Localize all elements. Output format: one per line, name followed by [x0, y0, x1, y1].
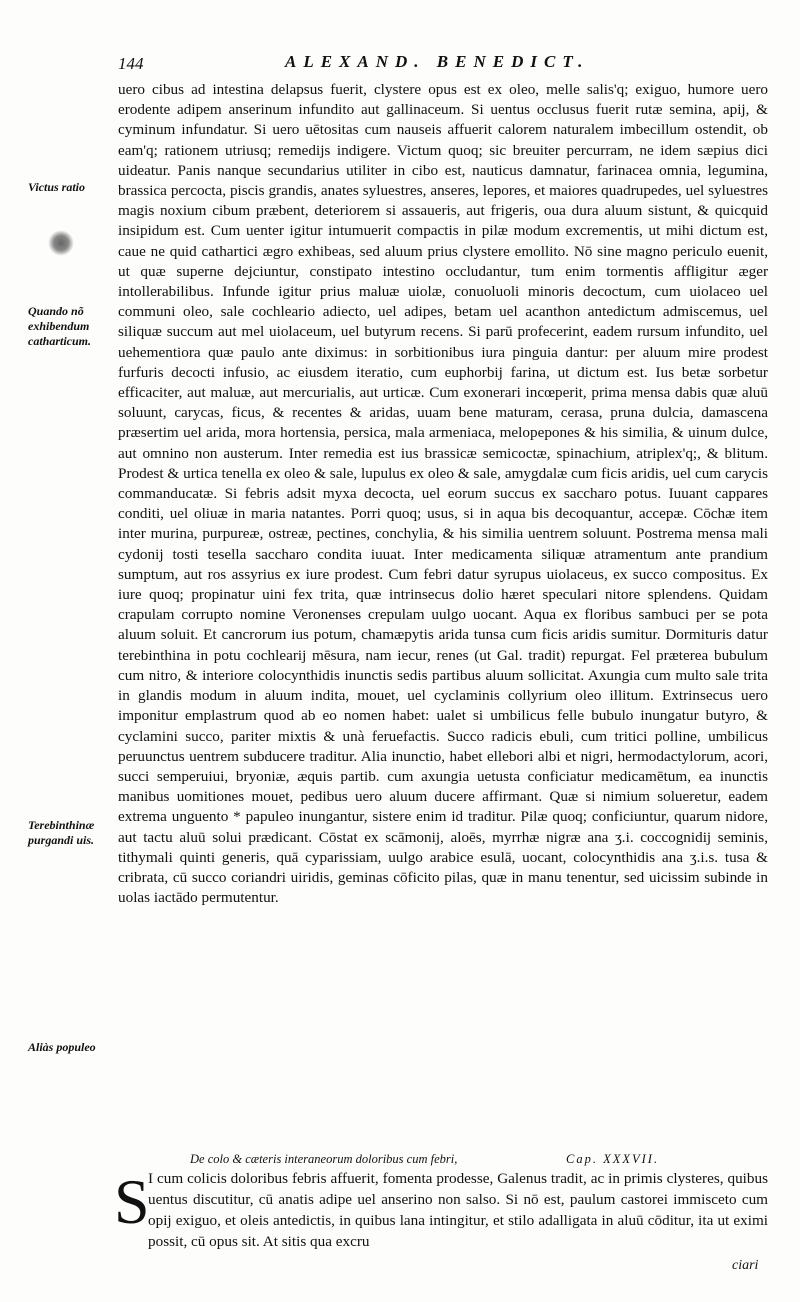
chapter-heading	[190, 1152, 760, 1167]
chapter-number: Cap. XXXVII.	[566, 1152, 660, 1166]
margin-note-cathartic: Quando nõ exhibendum catharticum.	[28, 304, 92, 348]
margin-note-terebinthina: Terebinthinæ purgandi uis.	[28, 818, 95, 847]
main-text-block	[118, 80, 768, 908]
margin-note-populeo: Aliàs populeo	[28, 1040, 96, 1054]
ink-blot	[43, 225, 79, 261]
margin-note-victus: Victus ratio	[28, 180, 86, 194]
chapter-text: I cum colicis doloribus febris affuerit, fomenta prodesse, Galenus tradit, ac in primis clysteres, quibus uentus discutitur, cū anatis adipe uel anserino non salso. Si nō est, paulum castorei immisceto cum opij exiguo, et oleis antedictis, in quibus lana intingitur, et stilo adalligata in aluū cōditur, ita ut eximi possit, cū opus sit. At sitis qua excru	[148, 1170, 768, 1250]
page-number: 144	[118, 54, 144, 73]
drop-capital: S	[114, 1166, 150, 1237]
running-title: ALEXAND. BENEDICT.	[285, 52, 590, 71]
main-paragraph: uero cibus ad intestina delapsus fuerit, clystere opus est ex oleo, melle salis'q; exiguo, humore uero erodente adipem anserinum infundito aut gallinaceum. Si uentus occlusus fuerit rutæ semina, apij, & cyminum infundatur. Si uero uētositas cum nauseis affuerit calorem naturalem imbecillum ostendit, ob eam'q; rationem utriusq; remedijs indigere. Victum quoq; sic breuiter percurram, ne idem sæpius dici uideatur. Panis nanque secundarius utiliter in cibo est, nauticus damnatur, farinacea omnia, legumina, brassica percocta, piscis grandis, anates syluestres, anseres, lepores, et maiores quadrupedes, uel syluestres magis noxium cibum præbent, deteriorem si assaueris, aut frigeris, oua dura aluum sistunt, & quicquid insipidum est. Cum uenter igitur intumuerit compactis in pilæ modum excrementis, ut mihi dictum est, caue ne quid cathartici ægro exhibeas, sed aluum prius clystere emollito. Nō sine magno periculo euenit, ut quæ superne dejciuntur, constipato intestino occludantur, tum enim tormentis affligitur æger intollerabilibus. Infunde igitur prius maluæ uiolæ, conuoluoli minoris decoctum, cum uiolaceo uel communi oleo, sale cochleario adiecto, uel adipes, betam uel acanthon antedictum admiscemus, uel siliquæ succum aut mel uiolaceum, uel butyrum recens. Si parū profecerint, eadem rursum infundito, uel uehementiora quæ paulo ante diximus: in sorbitionibus iura pinguia dantur: per aluum mire prodest furfuris decocti infusio, ac eiusdem iteratio, cum euphorbij farina, ut dictum est. Ius betæ sorbetur efficaciter, aut maluæ, aut mercurialis, aut urticæ. Cum exonerari incœperit, prima mensa dabis quæ aluū soluunt, carycas, ficus, & recentes & aridas, uuam bene maturam, cerasa, pruna dulcia, damascena præsertim uel arida, mora hortensia, persica, mala armeniaca, melopepones & his similia, & uinum dulce, aut omnino non austerum. Inter remedia est ius brassicæ semicoctæ, spinachium, atriplex'q;, & blitum. Prodest & urtica tenella ex oleo & sale, lupulus ex oleo & sale, amygdalæ cum ficis aridis, uel cum carycis commanducatæ. Si febris adsit myxa decocta, uel eorum succus ex saccharo potus. Iuuant cappares conditi, uel oliuæ in maria natantes. Porri quoq; usus, si in aqua bis decoquantur, accepæ. Cōchæ item inter murina, purpureæ, ostreæ, pectines, conchylia, & his similia uentrem soluunt. Postrema mensa mali cydonij tosti tesella saccharo condita iuuat. Inter medicamenta siliquæ atramentum ante prandium sumptum, aut ros assyrius ex iure prodest. Cum febri datur syrupus uiolaceus, ex succo compositus. Ex iure quoq; propinatur uini fex trita, quæ intrinsecus dolio hæret speculari nitore splendens. Quidam crapulam corrupto nomine Veronenses crepulam uulgo uocant. Aqua ex floribus sambuci per se pota aluum soluit. Et cancrorum ius potum, chamæpytis arida tunsa cum ficis aridis sumitur. Dormituris datur terebinthina in potu cochlearij mēsura, nam iecur, renes (ut Gal. tradit) repurgat. Fel præterea bubulum cum nitro, & interiore colocynthidis inunctis sedis partibus aluum sollicitat. Axungia cum multo sale trita in glandis modum in aluum indita, mouet, uel cyclaminis collyrium oleo illitum. Extrinsecus uero imponitur emplastrum quod ab eo nomen habet: ualet si umbilicus felle bubulo inungatur butyro, & cyclamini succo, pariter mixtis & unà feruefactis. Succo radicis ebuli, cum tritici polline, umbilicus peruunctus uentrem subducere traditur. Alia inunctio, habet ellebori albi et nigri, hermodactylorum, acori, succi semperuiui, bryoniæ, æquis partib. cum axungia uetusta conficiatur medicamētum, ea inunctis manibus uomitiones mouet, pedibus uero aluum ducere affirmant. Quæ si nimium solueretur, eadem extrema unguento * papuleo inungantur, sistere enim id traditur. Pilæ quoq; conficiuntur, quarum nidore, aut tactu aluū solui prædicant. Cōstat ex scāmonij, aloēs, myrrhæ nigræ ana ʒ.i. coccognidij seminis, tithymali quinti generis, quā cyparissiam, uulgo arabice esulā, uocant, colocynthidis ana ʒ.i.s. tusa & cribrata, cū succo coriandri uiridis, geminas cōficito pilas, quæ in manu tenentur, sed uicissim subinde in uolas iactādo permutentur.	[118, 81, 768, 907]
catchword: ciari	[732, 1258, 759, 1273]
chapter-title: De colo & cæteris interaneorum doloribus cum febri,	[190, 1152, 458, 1166]
